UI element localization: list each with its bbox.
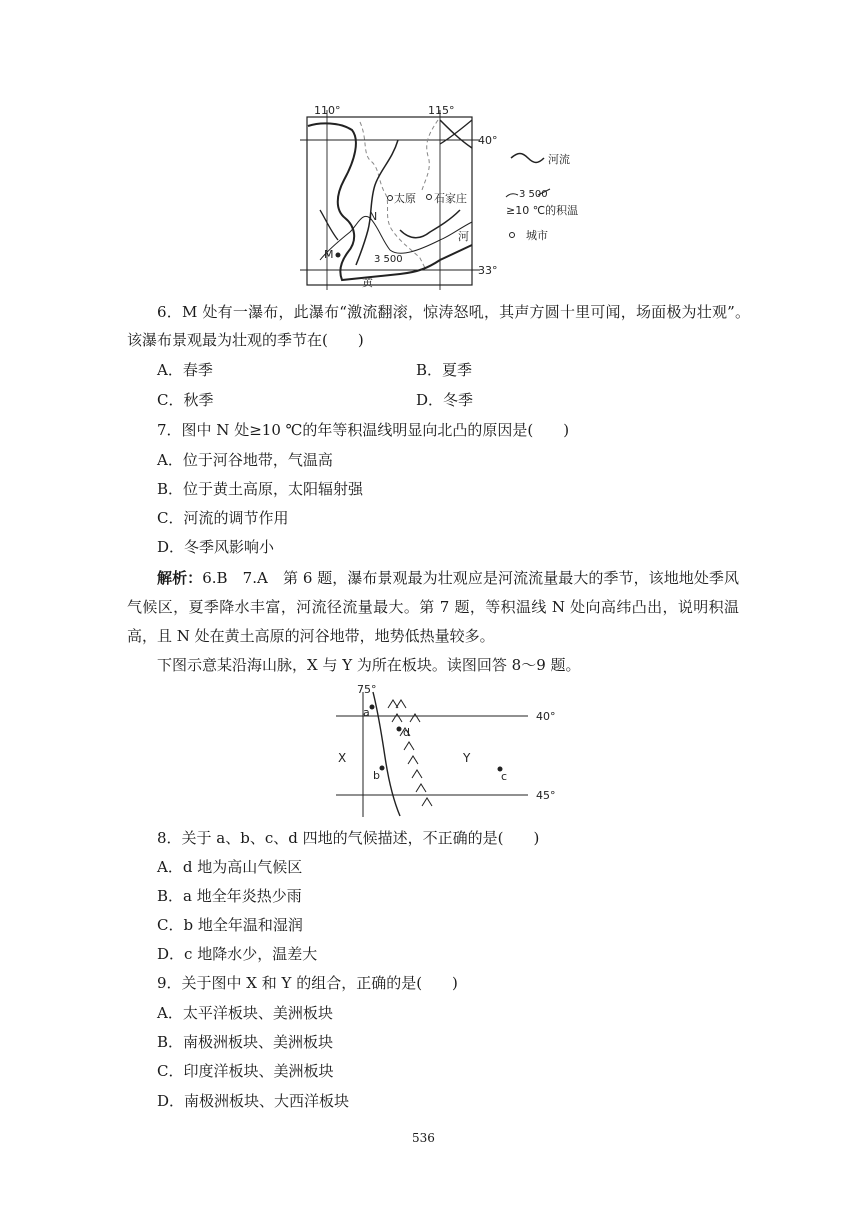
map1-n-label: N (369, 210, 378, 223)
map2-point-b-label: b (373, 769, 380, 782)
map1-m-dot (336, 253, 341, 258)
legend-river-label: 河流 (548, 153, 570, 166)
q7-option-c: C．河流的调节作用 (157, 509, 289, 527)
map2-point-d-dot (397, 727, 402, 732)
map2-lon-label: 75° (357, 683, 377, 696)
q9-option-a: A．太平洋板块、美洲板块 (157, 1004, 333, 1022)
analysis-text: 6.B 7.A 第 6 题，瀑布景观最为壮观应是河流流量最大的季节，该地地处季风气候区，夏季降水丰富，河流径流量最大。第 7 题，等积温线 N 处向高纬凸出，说明积温高，且 N 处在黄土高原的河谷地带，地势低热量较多。 (127, 569, 739, 645)
map1-lon-110-label: 110° (314, 104, 341, 117)
map2-coastline (373, 692, 400, 816)
q9-option-d: D．南极洲板块、大西洋板块 (157, 1092, 350, 1110)
map1-lon-115-label: 115° (428, 104, 455, 117)
analysis-paragraph (127, 564, 739, 651)
q6-stem-line2: 该瀑布景观最为壮观的季节在( ) (127, 331, 364, 349)
map1-isotherm-label: 3 500 (374, 254, 403, 265)
q7-option-d: D．冬季风影响小 (157, 538, 275, 556)
map1-taiyuan-label: 太原 (394, 192, 416, 205)
map2-point-b-dot (380, 766, 385, 771)
q6-option-a: A．春季 (157, 361, 213, 379)
map1-shijiazhuang-dot (427, 195, 432, 200)
map2-lat-40-label: 40° (536, 710, 556, 723)
map2-point-a-dot (370, 705, 375, 710)
q8-9-intro: 下图示意某沿海山脉，X 与 Y 为所在板块。读图回答 8～9 题。 (157, 656, 581, 674)
map1-river-small (320, 210, 338, 240)
map-coastal-mountains (330, 682, 570, 822)
q6-option-b: B．夏季 (416, 361, 473, 379)
q9-option-b: B．南极洲板块、美洲板块 (157, 1033, 334, 1051)
q6-option-c: C．秋季 (157, 391, 214, 409)
page-number: 536 (412, 1131, 435, 1145)
legend-isotherm-value: 3 500 (519, 189, 548, 200)
legend-city-label: 城市 (526, 229, 548, 242)
map1-boundary-dashed-2 (422, 120, 438, 190)
legend-isotherm-symbol-left (506, 194, 518, 197)
q8-option-a: A．d 地为高山气候区 (157, 858, 303, 876)
q9-stem: 9．关于图中 X 和 Y 的组合，正确的是( ) (157, 974, 458, 992)
legend-river-symbol (511, 154, 544, 163)
map1-lat-33-label: 33° (478, 264, 498, 277)
map1-river-fen (356, 140, 398, 265)
map2-plate-x: X (338, 751, 347, 765)
q8-option-d: D．c 地降水少，温差大 (157, 945, 318, 963)
legend-city-symbol (510, 233, 515, 238)
q7-stem: 7．图中 N 处≥10 ℃的年等积温线明显向北凸的原因是( ) (157, 421, 570, 439)
map1-shijiazhuang-label: 石家庄 (434, 192, 467, 205)
q9-option-c: C．印度洋板块、美洲板块 (157, 1062, 334, 1080)
q6-stem-line1: 6．M 处有一瀑布，此瀑布“激流翻滚，惊涛怒吼，其声方圆十里可闻，场面极为壮观”。 (157, 303, 751, 321)
analysis-label: 解析： (157, 569, 203, 587)
map1-taiyuan-dot (388, 196, 393, 201)
map2-plate-y: Y (463, 751, 471, 765)
map2-lat-45-label: 45° (536, 789, 556, 802)
q7-option-b: B．位于黄土高原，太阳辐射强 (157, 480, 364, 498)
map1-river-haihe (400, 210, 460, 238)
map2-point-d-label: d (403, 726, 410, 739)
q6-option-d: D．冬季 (416, 391, 474, 409)
q8-stem: 8．关于 a、b、c、d 四地的气候描述，不正确的是( ) (157, 829, 540, 847)
map1-lat-40-label: 40° (478, 134, 498, 147)
q7-option-a: A．位于河谷地带，气温高 (157, 451, 333, 469)
q8-option-c: C．b 地全年温和湿润 (157, 916, 303, 934)
map1-he-label: 河 (458, 230, 469, 243)
map2-point-a-label: a (363, 706, 370, 719)
map2-point-c-label: c (501, 770, 508, 783)
map-north-china (300, 100, 590, 290)
map1-m-label: M (324, 248, 334, 261)
map1-boundary-dashed (360, 122, 426, 270)
map1-huang-label: 黄 (362, 276, 373, 289)
legend-isotherm-desc: ≥10 ℃的积温 (506, 204, 579, 217)
q8-option-b: B．a 地全年炎热少雨 (157, 887, 302, 905)
